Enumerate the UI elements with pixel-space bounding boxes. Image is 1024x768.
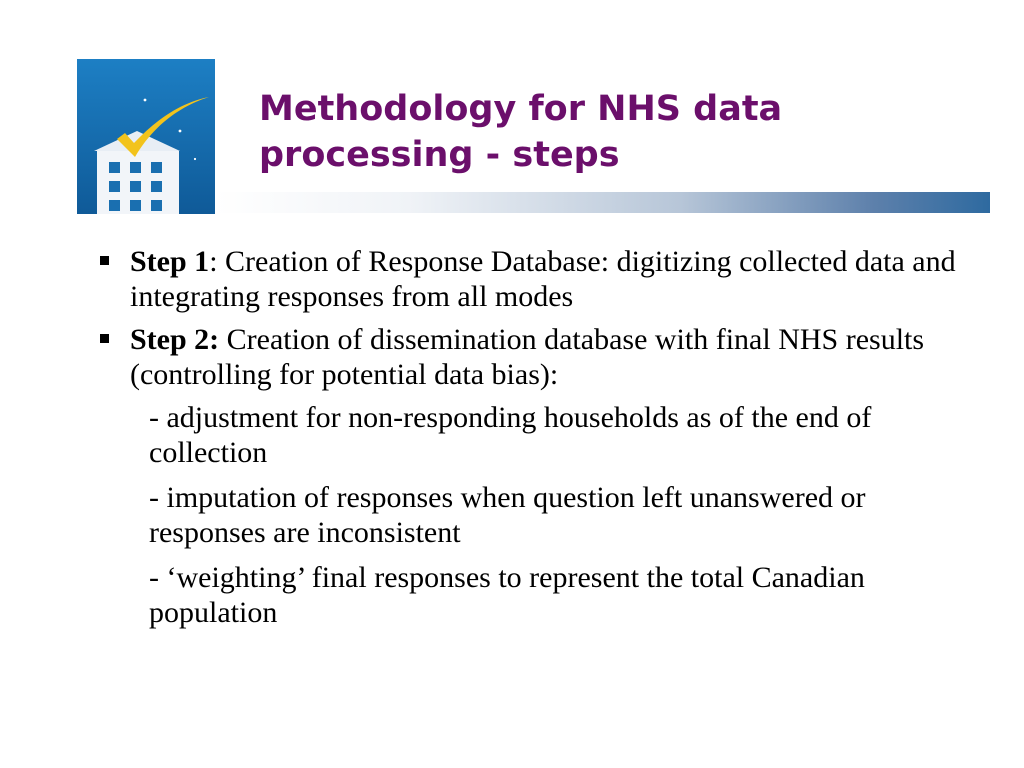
slide-title: Methodology for NHS data processing - steps — [259, 89, 783, 175]
step-1-label: Step 1 — [130, 245, 210, 278]
bullet-step-1 — [100, 244, 980, 314]
bullet-step-2 — [100, 322, 980, 392]
step-2-text: Creation of dissemination database with final NHS results (controlling for potential data bias): — [130, 323, 925, 391]
sub-item-adjustment: - adjustment for non-responding households as of the end of collection — [149, 401, 872, 469]
step-2-label: Step 2: — [130, 323, 220, 356]
sub-item-imputation: - imputation of responses when question left unanswered or responses are inconsistent — [149, 481, 866, 549]
square-bullet-icon — [100, 334, 109, 343]
census-house-checkmark-icon — [77, 59, 215, 214]
slide-content — [100, 244, 980, 640]
step-1-text: : Creation of Response Database: digitizing collected data and integrating responses from all modes — [130, 245, 956, 313]
title-divider-bar — [215, 192, 990, 213]
sub-item-weighting: - ‘weighting’ final responses to represent the total Canadian population — [149, 561, 865, 629]
square-bullet-icon — [100, 256, 109, 265]
